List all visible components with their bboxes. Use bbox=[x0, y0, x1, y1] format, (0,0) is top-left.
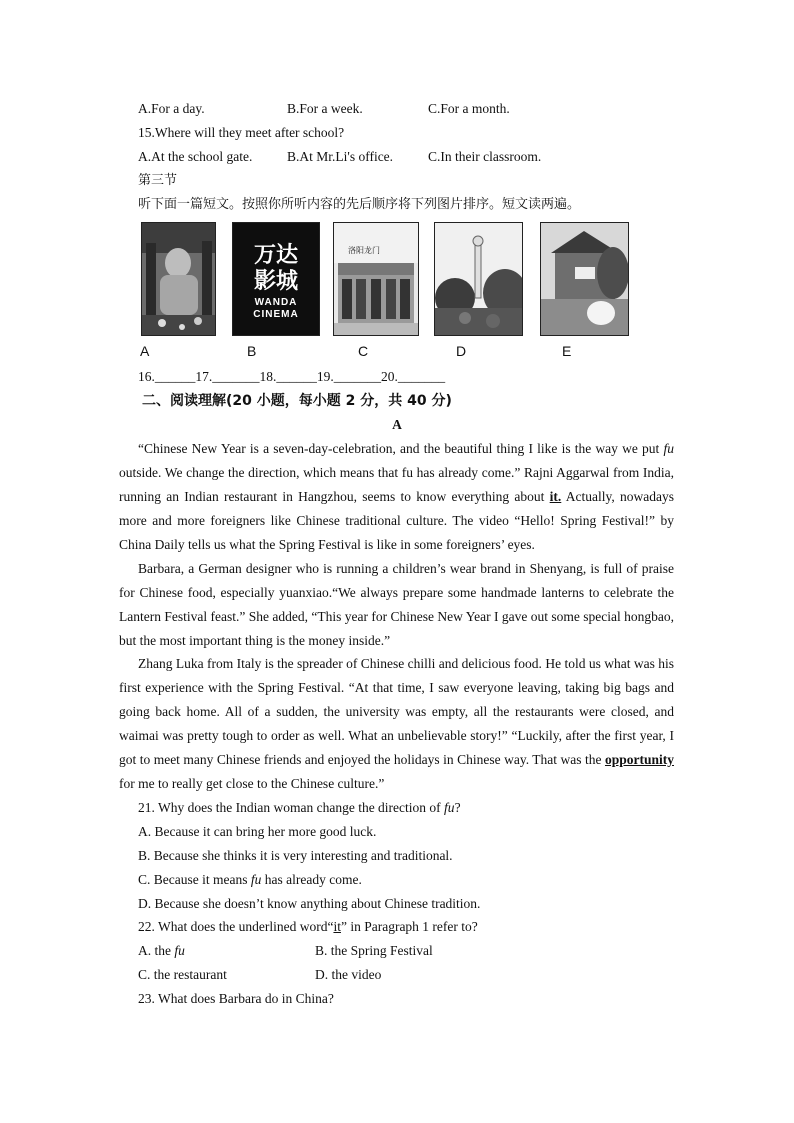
picture-e-temple bbox=[540, 222, 629, 336]
passage-paragraph-1 bbox=[119, 437, 674, 557]
q22a-text: A. the bbox=[138, 943, 175, 958]
part2-heading: 二、阅读理解(20 小题，每小题 2 分，共 40 分) bbox=[142, 393, 452, 409]
q23-question: 23. What does Barbara do in China? bbox=[138, 991, 334, 1006]
q22-question bbox=[138, 918, 478, 936]
p1-text-c: Actually, nowadays more and more foreigners like Chinese traditional culture. The video “Hello! Spring Festival!” by China Daily tells us what the Spring Festival is like in some foreigners’ eyes. bbox=[119, 489, 674, 552]
picture-d-statue-park bbox=[434, 222, 523, 336]
q22-underlined-it: it bbox=[333, 919, 341, 934]
p1-text-b: outside. We change the direction, which means that fu has already come.” Rajni Aggarwal from India, running an Indian restaurant in Hangzhou, seems to know everything about bbox=[119, 465, 674, 504]
section3-instruction: 听下面一篇短文。按照你所听内容的先后顺序将下列图片排序。短文读两遍。 bbox=[138, 197, 581, 212]
q21c-text-a: C. Because it means bbox=[138, 872, 251, 887]
longmen-sign: 洛阳龙门 bbox=[348, 246, 380, 255]
wanda-logo-text-4: CINEMA bbox=[253, 309, 299, 320]
q22-option-c: C. the restaurant bbox=[138, 967, 227, 982]
wanda-logo-text-1: 万达 bbox=[253, 243, 298, 268]
picture-label-c: C bbox=[358, 343, 369, 359]
wanda-logo-text-2: 影城 bbox=[253, 269, 298, 294]
q21-question bbox=[138, 799, 461, 817]
p1-fu: fu bbox=[663, 441, 674, 456]
q15-option-c: C.In their classroom. bbox=[428, 149, 542, 164]
picture-b-wanda-cinema bbox=[232, 222, 320, 336]
q21-option-a: A. Because it can bring her more good luck. bbox=[138, 824, 377, 839]
q21-fu: fu bbox=[444, 800, 455, 815]
p1-text-a: “Chinese New Year is a seven-day-celebration, and the beautiful thing I like is the way we put bbox=[138, 441, 664, 456]
p1-underlined-it: it. bbox=[549, 489, 562, 504]
q21-option-b: B. Because she thinks it is very interesting and traditional. bbox=[138, 848, 453, 863]
section3-title: 第三节 bbox=[138, 173, 178, 188]
picture-label-a: A bbox=[140, 343, 150, 359]
passage-paragraph-3 bbox=[119, 652, 674, 796]
q15-option-a: A.At the school gate. bbox=[138, 149, 253, 164]
picture-label-e: E bbox=[562, 343, 572, 359]
q21-option-d: D. Because she doesn’t know anything about Chinese tradition. bbox=[138, 896, 481, 911]
q22-option-d: D. the video bbox=[315, 967, 382, 982]
q22-option-b: B. the Spring Festival bbox=[315, 943, 433, 958]
q14-option-a: A.For a day. bbox=[138, 101, 205, 116]
q21-option-c bbox=[138, 871, 362, 889]
picture-label-d: D bbox=[456, 343, 467, 359]
q15-option-b: B.At Mr.Li's office. bbox=[287, 149, 394, 164]
q14-option-b: B.For a week. bbox=[287, 101, 363, 116]
passage-letter: A bbox=[392, 417, 402, 432]
q22-text-a: 22. What does the underlined word“ bbox=[138, 919, 334, 934]
q22-text-b: ” in Paragraph 1 refer to? bbox=[340, 919, 478, 934]
q22a-fu: fu bbox=[174, 943, 185, 958]
q22-option-a bbox=[138, 942, 185, 960]
answer-blanks-16-20: 16.______17._______18.______19._______20._______ bbox=[138, 369, 446, 384]
p3-text-a: Zhang Luka from Italy is the spreader of Chinese chilli and delicious food. He told us what was his first experience with the Spring Festival. “At that time, I saw everyone leaving, taking big bags and going back home. All of a sudden, the university was empty, all the restaurants were closed, and waimai was pretty tough to order as well. What an unbelievable story!” “Luckily, after the first year, I got to meet many Chinese friends and enjoyed the holidays in Chinese way. That was the bbox=[119, 656, 674, 767]
q21c-fu: fu bbox=[250, 872, 262, 887]
q21c-text-b: has already come. bbox=[261, 872, 362, 887]
picture-a-buddha-statue bbox=[141, 222, 216, 336]
q21-text-b: ? bbox=[454, 800, 461, 815]
picture-label-b: B bbox=[247, 343, 257, 359]
q14-option-c: C.For a month. bbox=[428, 101, 510, 116]
p3-underlined-opportunity: opportunity bbox=[604, 752, 674, 767]
p3-text-b: for me to really get close to the Chinese culture.” bbox=[119, 776, 385, 791]
wanda-logo-text-3: WANDA bbox=[254, 297, 298, 308]
q21-text-a: 21. Why does the Indian woman change the direction of bbox=[138, 800, 445, 815]
q15-question: 15.Where will they meet after school? bbox=[138, 125, 345, 140]
passage-paragraph-2: Barbara, a German designer who is running a children’s wear brand in Shenyang, is full of praise for Chinese food, especially yuanxiao.“We always prepare some handmade lanterns to celebrate the Lantern Festival feast.” She added, “This year for Chinese New Year I gave out some special hongbao, but the most important thing is the money inside.” bbox=[119, 561, 674, 648]
picture-c-longmen-gate bbox=[333, 222, 419, 336]
